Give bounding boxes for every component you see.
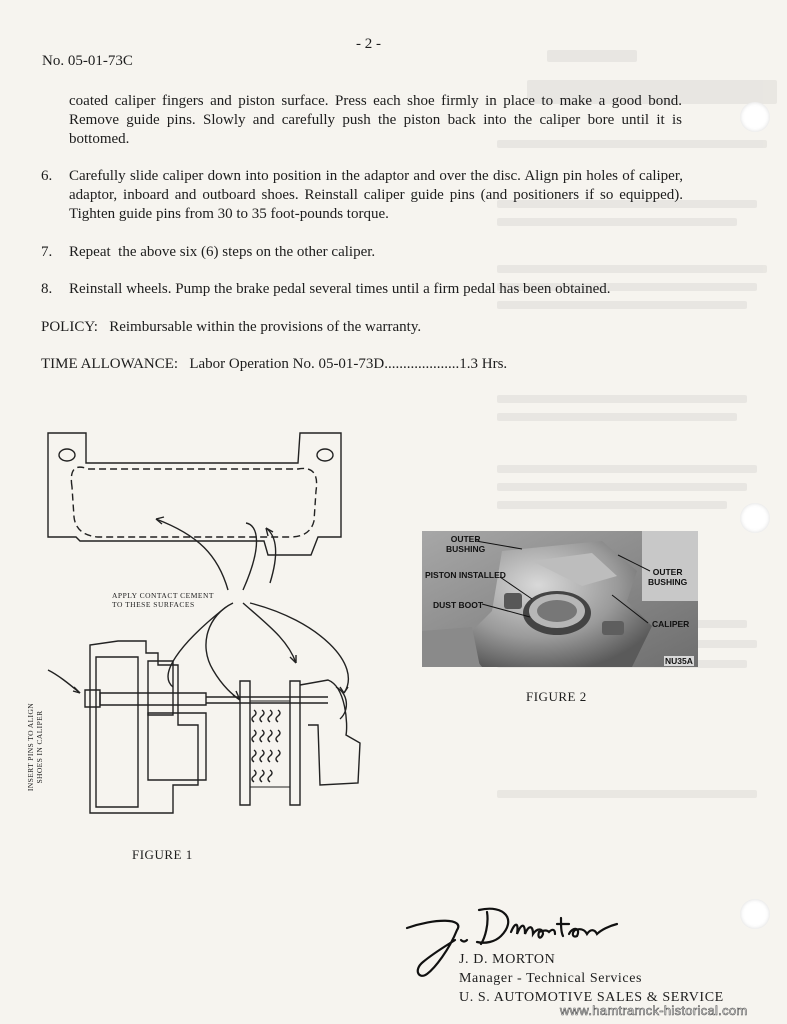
figure-1-cement-label-line2: TO THESE SURFACES	[112, 600, 195, 609]
label-outer-bushing-right	[648, 567, 687, 587]
policy-line: POLICY: Reimbursable within the provisions of the warranty.	[41, 319, 422, 335]
label-line: BUSHING	[446, 544, 486, 554]
binder-hole-bottom	[740, 899, 770, 929]
step-6	[41, 167, 683, 227]
label-caliper: CALIPER	[652, 619, 690, 629]
signer-name: J. D. MORTON	[459, 952, 556, 967]
step-text: Repeat the above six (6) steps on the other caliper.	[69, 244, 376, 260]
label-outer-bushing-left	[446, 534, 485, 554]
label-line: OUTER	[652, 567, 683, 577]
label-line: OUTER	[450, 534, 481, 544]
label-line: BUSHING	[648, 577, 688, 587]
step-text: Reinstall wheels. Pump the brake pedal several times until a firm pedal has been obtained.	[69, 281, 611, 297]
label-piston-installed: PISTON INSTALLED	[425, 570, 506, 580]
figure-1-pins-label	[26, 677, 44, 817]
step-number: 8.	[41, 281, 53, 297]
label-dust-boot: DUST BOOT	[433, 600, 484, 610]
pins-label-line1: INSERT PINS TO ALIGN	[26, 702, 35, 792]
step-number: 6.	[41, 168, 53, 184]
continuation-paragraph: coated caliper fingers and piston surface. Press each shoe firmly in place to make a good bond. Remove guide pins. Slowly and carefully push the piston back into the caliper bore until it is bottomed.	[69, 93, 682, 147]
step-number: 7.	[41, 244, 53, 260]
binder-hole-middle	[740, 503, 770, 533]
figure-2-caption: FIGURE 2	[526, 689, 587, 704]
figure-1-drawing	[28, 425, 398, 830]
handwritten-signature	[405, 900, 620, 980]
step-7	[41, 243, 683, 263]
figure-1-caption: FIGURE 1	[132, 847, 193, 862]
signer-title: Manager - Technical Services	[459, 971, 643, 986]
pins-label-line2: SHOES IN CALIPER	[35, 710, 44, 784]
page-number: - 2 -	[356, 36, 381, 52]
website-watermark: www.hamtramck-historical.com	[560, 1003, 748, 1018]
time-allowance-line: TIME ALLOWANCE: Labor Operation No. 05-01-73D....................1.3 Hrs.	[41, 356, 508, 372]
signer-organization: U. S. AUTOMOTIVE SALES & SERVICE	[459, 990, 724, 1005]
step-text: Carefully slide caliper down into position in the adaptor and over the disc. Align pin holes of caliper, adaptor, inboard and outboard shoes. Reinstall caliper guide pins (and positioners if so equipped). Tighten guide pins from 30 to 35 foot-pounds torque.	[69, 168, 683, 222]
figure-1-cement-label-line1: APPLY CONTACT CEMENT	[112, 591, 214, 600]
step-8	[41, 280, 683, 300]
binder-hole-top	[740, 102, 770, 132]
document-number: No. 05-01-73C	[42, 53, 133, 69]
label-photo-code: NU35A	[665, 656, 693, 666]
